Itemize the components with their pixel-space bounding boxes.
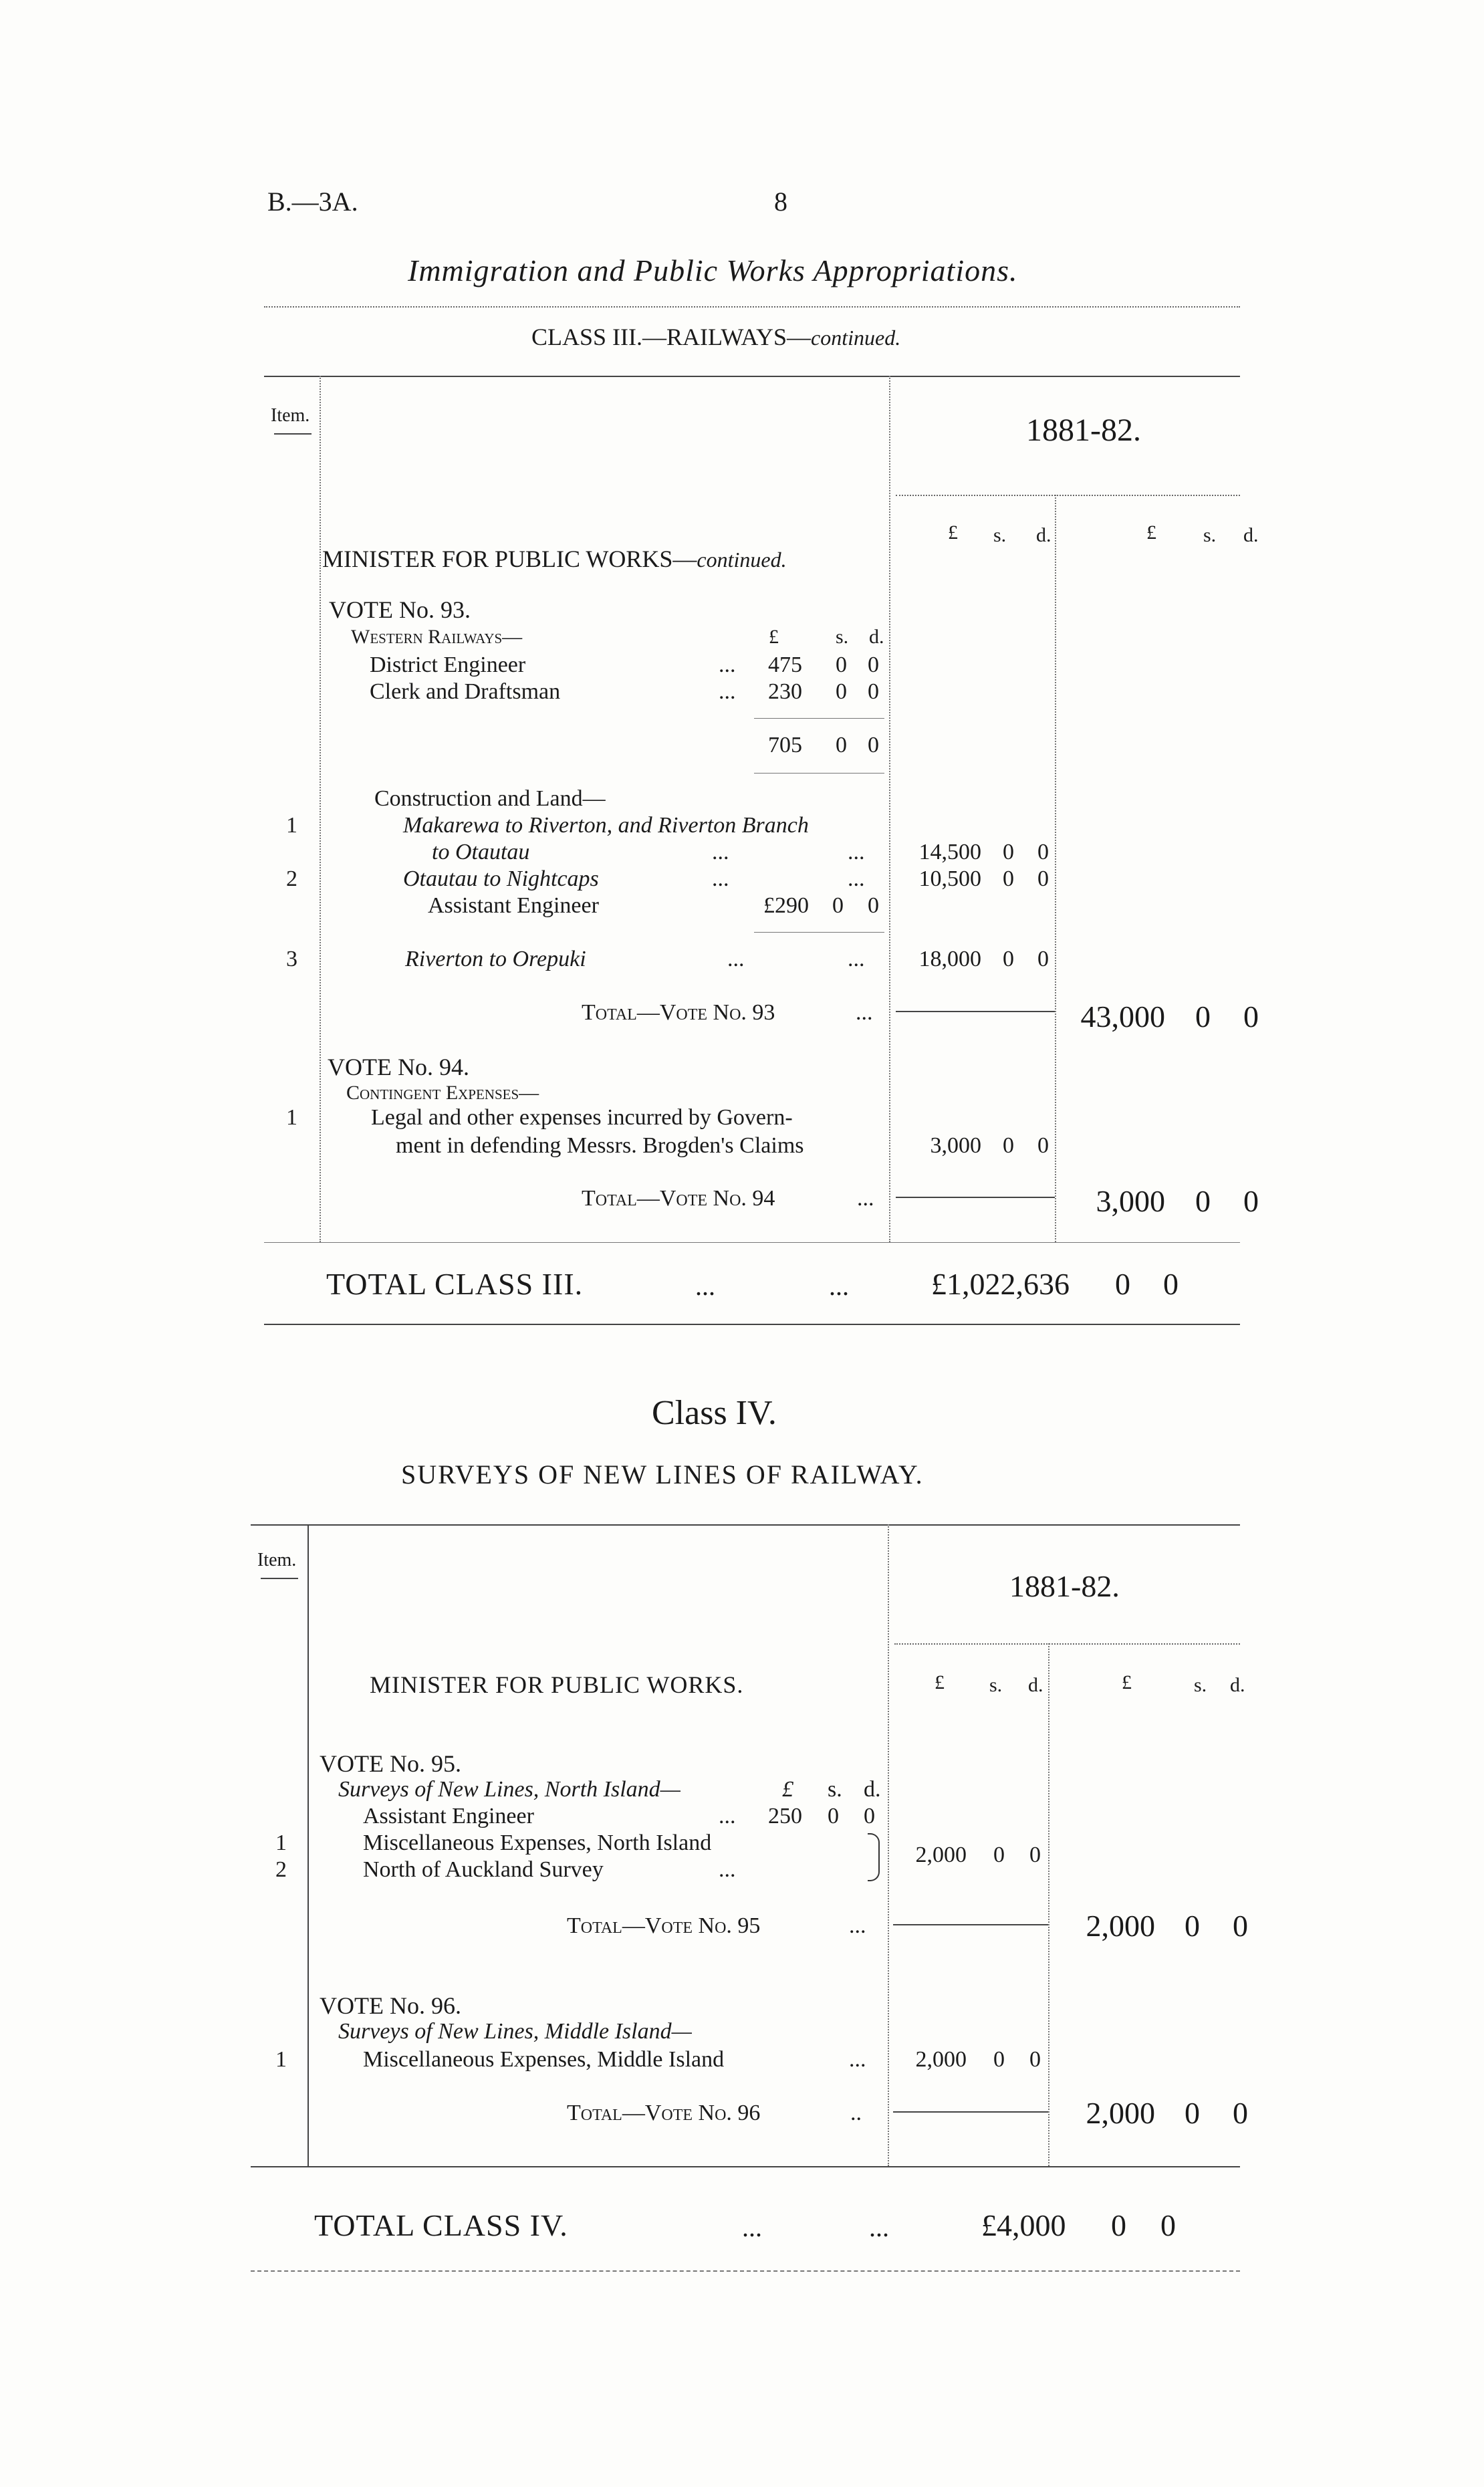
brace-bracket [868, 1833, 880, 1881]
vote-96-total-pounds: 2,000 [1086, 2096, 1155, 2130]
vote-93-subtotal-pence: 0 [868, 733, 879, 757]
col-b-shilling-symbol: s. [1203, 524, 1217, 546]
vote-96-title: VOTE No. 96. [320, 1992, 461, 2019]
class-4-heading: Class IV. [652, 1394, 777, 1432]
class-3-grand-total-shillings: 0 [1115, 1267, 1130, 1301]
subtotal-double-rule [754, 773, 884, 774]
item-number: 1 [286, 1105, 297, 1130]
assistant-engineer-pence: 0 [868, 893, 879, 918]
col-b-pound-symbol: £ [1146, 521, 1156, 544]
class-3-grand-total-pounds: £1,022,636 [931, 1267, 1070, 1301]
vote-95-total-label: Total—Vote No. 95 [567, 1913, 761, 1938]
page-number: 8 [774, 187, 787, 217]
amount-pence: 0 [1037, 947, 1049, 971]
leader-dots: ... [857, 1186, 874, 1211]
leader-dots: ... [719, 1804, 736, 1828]
vote-93-pence-symbol: d. [869, 626, 884, 648]
amount-pounds: 10,500 [918, 866, 981, 891]
class-4-amount-column-rule [888, 1524, 889, 2166]
vote-96-subhead: Surveys of New Lines, Middle Island— [338, 2019, 692, 2044]
amount-pence: 0 [1037, 1133, 1049, 1158]
assistant-engineer-label: Assistant Engineer [428, 893, 599, 918]
leader-dots: ... [848, 866, 865, 891]
assistant-engineer-pounds: 250 [768, 1804, 802, 1828]
assistant-underline [754, 932, 884, 933]
class-4-table-bottom-rule [251, 2166, 1240, 2167]
leader-dots: ... [712, 866, 729, 891]
assistant-engineer-label: Assistant Engineer [363, 1804, 534, 1828]
leader-dots: ... [849, 2047, 866, 2072]
vote-94-total-shillings: 0 [1195, 1184, 1211, 1218]
salary-pounds: 230 [768, 679, 802, 704]
col-b-pound-symbol: £ [1122, 1671, 1132, 1693]
vote-93-total-rule [896, 1011, 1055, 1012]
class-3-item-column-rule [320, 376, 321, 1242]
vote-94-subhead: Contingent Expenses— [346, 1082, 539, 1104]
document-reference: B.—3A. [267, 187, 358, 217]
assistant-engineer-pounds: £290 [763, 893, 809, 918]
amount-pounds: 18,000 [918, 947, 981, 971]
class-4-closing-rule [251, 2270, 1240, 2272]
vote-94-total-pounds: 3,000 [1096, 1184, 1165, 1218]
vote-95-shilling-symbol: s. [828, 1777, 842, 1802]
salary-shillings: 0 [836, 653, 847, 677]
class-3-year-header: 1881-82. [1026, 412, 1141, 448]
amount-shillings: 0 [1003, 1133, 1014, 1158]
item-number: 1 [286, 813, 297, 838]
item-number: 3 [286, 947, 297, 971]
leader-dots: .. [850, 2101, 862, 2125]
vote-94-title: VOTE No. 94. [328, 1054, 469, 1080]
amount-pounds: 3,000 [930, 1133, 981, 1158]
vote-96-total-pence: 0 [1233, 2096, 1248, 2130]
col-b-pence-symbol: d. [1230, 1674, 1245, 1696]
salary-label: Clerk and Draftsman [370, 679, 561, 704]
salary-pounds: 475 [768, 653, 802, 677]
amount-pence: 0 [1029, 1843, 1041, 1867]
leader-dots: ... [727, 947, 745, 971]
vote-95-total-pence: 0 [1233, 1909, 1248, 1943]
col-a-pence-symbol: d. [1028, 1674, 1043, 1696]
vote-93-total-pounds: 43,000 [1080, 999, 1165, 1034]
class-3-item-column-header: Item. [271, 405, 310, 426]
col-a-shilling-symbol: s. [993, 524, 1007, 546]
class-3-closing-rule [264, 1324, 1240, 1325]
class-3-minister-heading [322, 547, 787, 571]
vote-93-shilling-symbol: s. [836, 626, 849, 648]
assistant-engineer-pence: 0 [864, 1804, 875, 1828]
vote-96-total-label: Total—Vote No. 96 [567, 2101, 761, 2125]
leader-dots: ... [712, 840, 729, 864]
amount-pence: 0 [1037, 866, 1049, 891]
header-rule [264, 306, 1240, 308]
vote-93-total-shillings: 0 [1195, 999, 1211, 1034]
vote-93-subhead: Western Railways— [351, 626, 523, 648]
vote-96-total-shillings: 0 [1185, 2096, 1200, 2130]
class-4-grand-total-pounds: £4,000 [981, 2208, 1066, 2242]
class-4-subtotal-column-rule [1048, 1643, 1049, 2166]
vote-95-total-rule [893, 1924, 1048, 1925]
class-3-amount-column-rule [889, 376, 890, 1242]
vote-93-title: VOTE No. 93. [329, 596, 471, 623]
railway-line-name-cont: to Otautau [432, 840, 530, 864]
amount-pence: 0 [1029, 2047, 1041, 2072]
class-4-item-column-rule [307, 1524, 309, 2166]
vote-93-subtotal-pounds: 705 [768, 733, 802, 757]
class-3-year-under-rule [896, 495, 1240, 496]
leader-dots: ... [848, 947, 865, 971]
col-a-shilling-symbol: s. [989, 1674, 1003, 1696]
vote-95-pound-symbol: £ [782, 1777, 793, 1802]
item-number: 1 [275, 2047, 287, 2072]
col-a-pence-symbol: d. [1036, 524, 1052, 546]
class-3-table-bottom-rule [264, 1242, 1240, 1243]
leader-dots: ... [719, 679, 736, 704]
class-3-grand-total-pence: 0 [1163, 1267, 1179, 1301]
col-b-pence-symbol: d. [1243, 524, 1259, 546]
leader-dots: ... [869, 2212, 889, 2242]
vote-95-pence-symbol: d. [864, 1777, 881, 1802]
class-4-grand-total-shillings: 0 [1111, 2208, 1126, 2242]
class-4-year-header: 1881-82. [1009, 1569, 1120, 1603]
vote-95-total-shillings: 0 [1185, 1909, 1200, 1943]
class-4-table-top-rule [251, 1524, 1240, 1526]
amount-pounds: 2,000 [915, 1843, 967, 1867]
construction-heading: Construction and Land— [374, 786, 606, 811]
class-3-heading [531, 325, 900, 349]
expense-label: North of Auckland Survey [363, 1857, 604, 1882]
amount-pence: 0 [1037, 840, 1049, 864]
class-3-item-underline [274, 433, 312, 435]
expense-label: Miscellaneous Expenses, North Island [363, 1830, 712, 1855]
assistant-engineer-shillings: 0 [832, 893, 844, 918]
class-4-grand-total-pence: 0 [1160, 2208, 1176, 2242]
salary-pence: 0 [868, 653, 879, 677]
vote-94-description: Legal and other expenses incurred by Govern- [371, 1105, 793, 1130]
salary-pence: 0 [868, 679, 879, 704]
amount-shillings: 0 [1003, 947, 1014, 971]
vote-95-total-pounds: 2,000 [1086, 1909, 1155, 1943]
class-4-minister-heading: MINISTER FOR PUBLIC WORKS. [370, 1671, 744, 1698]
leader-dots: ... [719, 653, 736, 677]
class-3-table-top-rule [264, 376, 1240, 377]
col-a-pound-symbol: £ [948, 521, 958, 544]
vote-94-description-cont: ment in defending Messrs. Brogden's Claims [396, 1133, 804, 1158]
leader-dots: ... [719, 1857, 736, 1882]
class-3-subtotal-column-rule [1055, 495, 1056, 1242]
assistant-engineer-shillings: 0 [828, 1804, 839, 1828]
minister-heading-continued: continued. [697, 548, 787, 572]
amount-pounds: 2,000 [915, 2047, 967, 2072]
railway-line-name: Otautau to Nightcaps [403, 866, 599, 891]
vote-93-total-pence: 0 [1243, 999, 1259, 1034]
class-3-heading-text: CLASS III.—RAILWAYS— [531, 324, 812, 350]
col-b-shilling-symbol: s. [1194, 1674, 1207, 1696]
leader-dots: ... [848, 840, 865, 864]
amount-shillings: 0 [993, 1843, 1005, 1867]
item-number: 2 [286, 866, 297, 891]
vote-94-total-label: Total—Vote No. 94 [582, 1186, 775, 1211]
class-3-heading-continued: continued. [811, 326, 901, 350]
col-a-pound-symbol: £ [935, 1671, 945, 1693]
amount-shillings: 0 [1003, 866, 1014, 891]
class-4-item-underline [261, 1578, 298, 1579]
salary-shillings: 0 [836, 679, 847, 704]
railway-line-name: Riverton to Orepuki [405, 947, 586, 971]
class-4-year-under-rule [894, 1643, 1240, 1645]
leader-dots: ... [742, 2212, 762, 2242]
vote-94-total-pence: 0 [1243, 1184, 1259, 1218]
vote-95-subhead: Surveys of New Lines, North Island— [338, 1777, 681, 1802]
vote-93-pound-symbol: £ [769, 626, 779, 648]
vote-95-title: VOTE No. 95. [320, 1750, 461, 1777]
amount-shillings: 0 [1003, 840, 1014, 864]
railway-line-name: Makarewa to Riverton, and Riverton Branch [403, 813, 809, 838]
item-number: 1 [275, 1830, 287, 1855]
leader-dots: ... [829, 1271, 849, 1301]
class-4-subheading: SURVEYS OF NEW LINES OF RAILWAY. [401, 1459, 924, 1490]
vote-94-total-rule [896, 1197, 1055, 1198]
running-title: Immigration and Public Works Appropriations. [408, 253, 1018, 287]
subtotal-rule [754, 718, 884, 719]
item-number: 2 [275, 1857, 287, 1882]
vote-96-total-rule [893, 2111, 1048, 2113]
leader-dots: ... [849, 1913, 866, 1938]
minister-heading-text: MINISTER FOR PUBLIC WORKS— [322, 546, 697, 572]
vote-93-total-label: Total—Vote No. 93 [582, 1000, 775, 1025]
expense-label: Miscellaneous Expenses, Middle Island [363, 2047, 725, 2072]
salary-label: District Engineer [370, 653, 526, 677]
leader-dots: ... [695, 1271, 715, 1301]
amount-pounds: 14,500 [918, 840, 981, 864]
amount-shillings: 0 [993, 2047, 1005, 2072]
vote-93-subtotal-shillings: 0 [836, 733, 847, 757]
class-4-item-column-header: Item. [257, 1550, 297, 1570]
class-3-grand-total-label: TOTAL CLASS III. [326, 1267, 584, 1301]
class-4-grand-total-label: TOTAL CLASS IV. [314, 2208, 568, 2242]
leader-dots: ... [856, 1000, 873, 1025]
